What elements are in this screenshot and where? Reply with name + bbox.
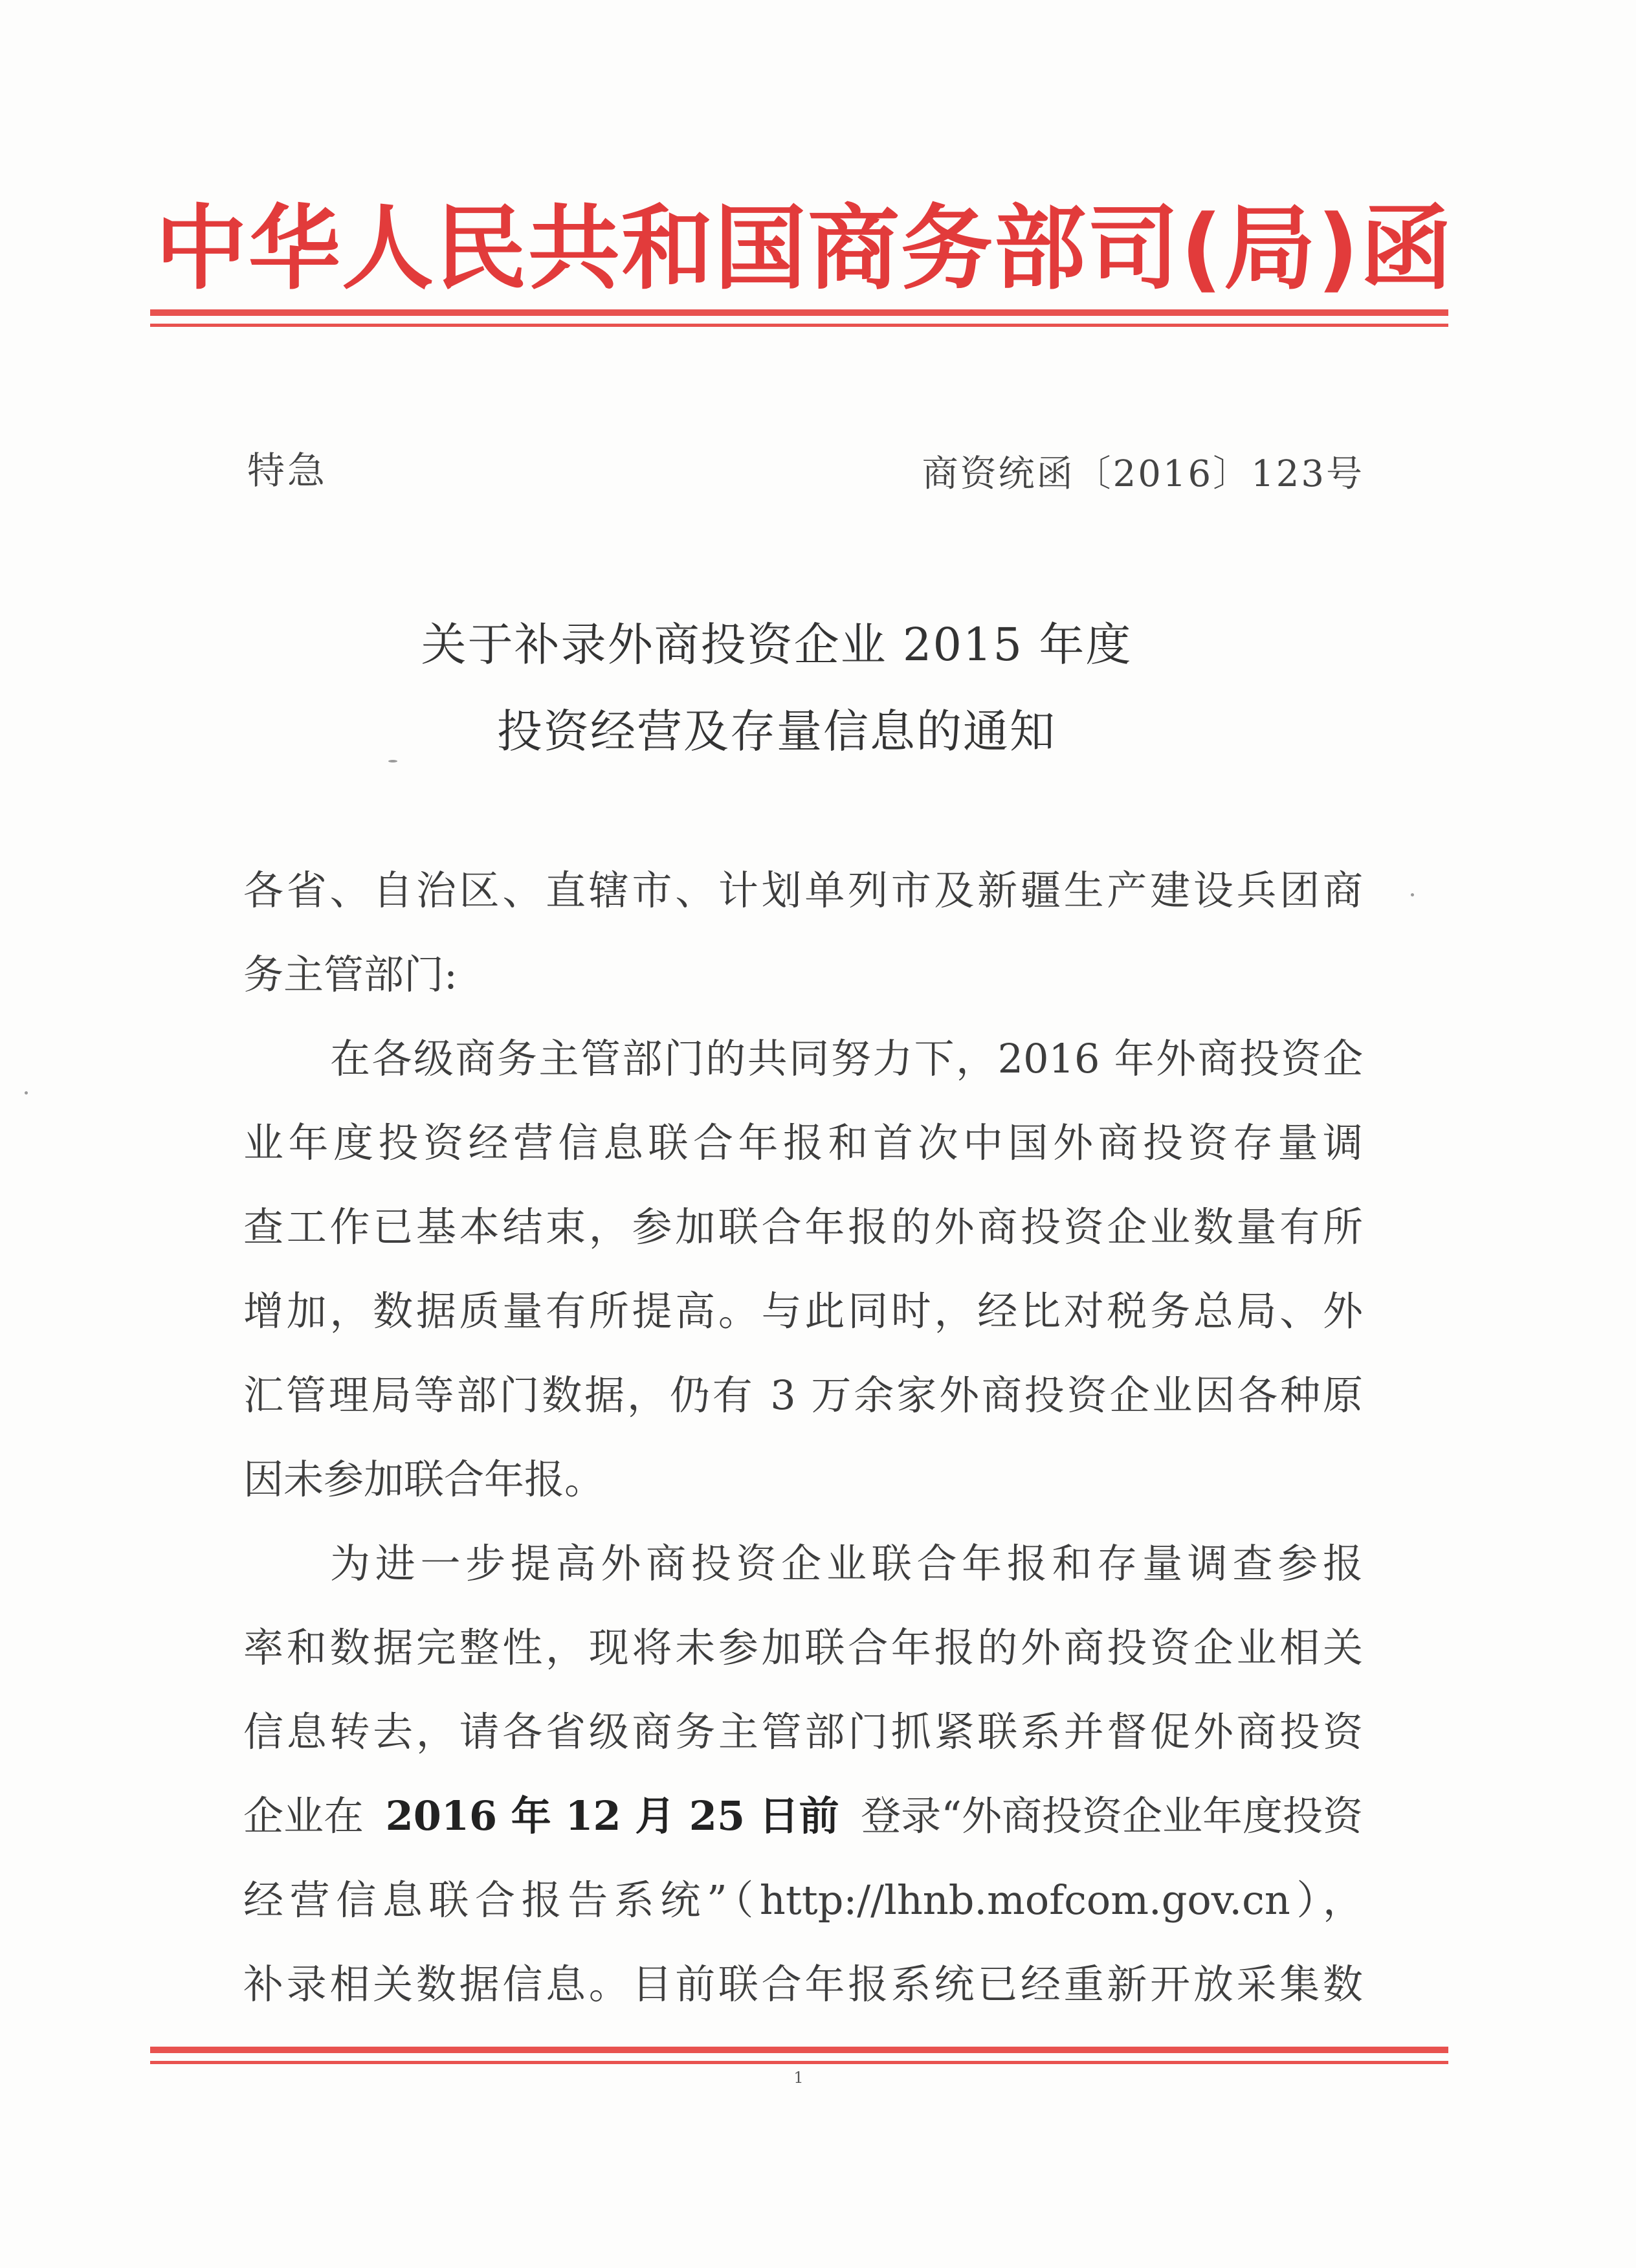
paragraph-2-line-2: 率和数据完整性，现将未参加联合年报的外商投资企业相关	[243, 1624, 1363, 1671]
urgency-label: 特急	[247, 449, 328, 493]
letterhead-rule-thin	[150, 324, 1448, 327]
scan-speck	[388, 760, 397, 762]
footer-rule-thick	[150, 2047, 1448, 2053]
deadline-prefix: 企业在	[243, 1792, 364, 1840]
paragraph-1-line-6: 因未参加联合年报。	[243, 1456, 605, 1503]
salutation-line-1: 各省、自治区、直辖市、计划单列市及新疆生产建设兵团商	[243, 867, 1363, 914]
document-title-line-2: 投资经营及存量信息的通知	[497, 705, 1056, 758]
paragraph-1-line-1: 在各级商务主管部门的共同努力下，2016 年外商投资企	[330, 1035, 1363, 1082]
deadline-date: 2016 年 12 月 25 日前	[385, 1792, 839, 1840]
footer-rule-thin	[150, 2061, 1448, 2064]
scan-speck	[1411, 893, 1414, 896]
document-number: 商资统函〔2016〕123号	[922, 453, 1364, 495]
paragraph-1-line-2: 业年度投资经营信息联合年报和首次中国外商投资存量调	[243, 1119, 1363, 1166]
paragraph-2-line-4	[243, 1790, 1363, 1842]
paragraph-1-line-5: 汇管理局等部门数据，仍有 3 万余家外商投资企业因各种原	[243, 1372, 1363, 1419]
deadline-suffix: 登录“外商投资企业年度投资	[861, 1792, 1363, 1840]
paragraph-1-line-4: 增加，数据质量有所提高。与此同时，经比对税务总局、外	[243, 1287, 1363, 1335]
paragraph-2-line-6: 补录相关数据信息。目前联合年报系统已经重新开放采集数	[243, 1961, 1363, 2008]
letterhead-title: 中华人民共和国商务部司(局)函	[155, 195, 1454, 302]
salutation-line-2: 务主管部门:	[243, 951, 458, 998]
document-title-line-1: 关于补录外商投资企业 2015 年度	[421, 618, 1133, 671]
paragraph-1-line-3: 查工作已基本结束，参加联合年报的外商投资企业数量有所	[243, 1203, 1363, 1251]
letterhead-rule-thick	[150, 309, 1448, 316]
paragraph-2-line-1: 为进一步提高外商投资企业联合年报和存量调查参报	[330, 1540, 1363, 1587]
paragraph-2-line-3: 信息转去，请各省级商务主管部门抓紧联系并督促外商投资	[243, 1708, 1363, 1755]
scan-speck	[25, 1091, 28, 1095]
paragraph-2-line-5: 经营信息联合报告系统”（http://lhnb.mofcom.gov.cn），	[243, 1876, 1363, 1924]
page-number: 1	[793, 2069, 804, 2087]
